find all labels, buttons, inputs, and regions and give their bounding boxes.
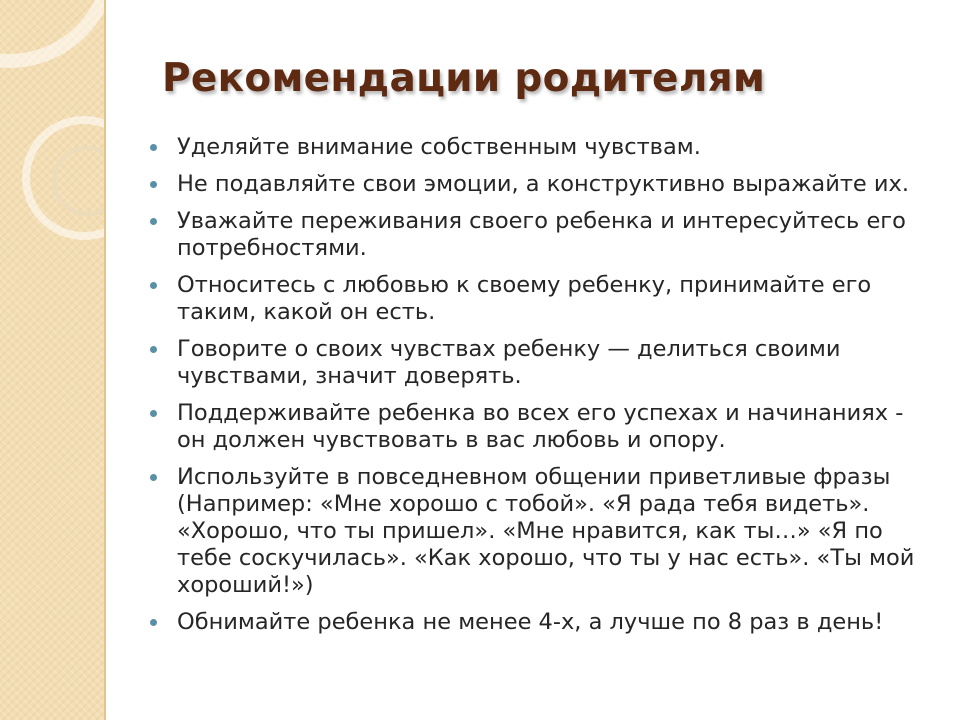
list-item [148, 272, 933, 326]
bullet-dot-icon [150, 474, 157, 481]
slide-title: Рекомендации родителям [162, 56, 766, 101]
list-item [148, 400, 933, 454]
bullet-dot-icon [150, 346, 157, 353]
list-item-text: Используйте в повседневном общении приветливые фразы (Например: «Мне хорошо с тобой». «Я рада тебя видеть». «Хорошо, что ты пришел». «Мне нравится, как ты…» «Я по тебе соскучилась». «Как хорошо, что ты у нас есть». «Ты мой хороший!») [177, 464, 915, 598]
bullet-dot-icon [150, 144, 157, 151]
list-item-text: Говорите о своих чувствах ребенку — делиться своими чувствами, значит доверять. [177, 336, 841, 389]
bullet-dot-icon [150, 619, 157, 626]
bullet-dot-icon [150, 181, 157, 188]
list-item [148, 464, 933, 599]
decorative-side-band [0, 0, 106, 720]
bullet-list [148, 134, 933, 646]
bullet-dot-icon [150, 410, 157, 417]
list-item [148, 134, 933, 161]
list-item [148, 609, 933, 636]
bullet-dot-icon [150, 218, 157, 225]
bullet-dot-icon [150, 282, 157, 289]
decorative-ring [0, 0, 106, 68]
list-item-text: Поддерживайте ребенка во всех его успехах и начинаниях - он должен чувствовать в вас любовь и опору. [177, 400, 904, 453]
list-item [148, 171, 933, 198]
list-item-text: Обнимайте ребенка не менее 4-х, а лучше по 8 раз в день! [177, 609, 884, 635]
list-item-text: Относитесь с любовью к своему ребенку, принимайте его таким, какой он есть. [177, 272, 872, 325]
list-item [148, 208, 933, 262]
list-item-text: Уважайте переживания своего ребенка и интересуйтесь его потребностями. [177, 208, 906, 261]
list-item [148, 336, 933, 390]
list-item-text: Уделяйте внимание собственным чувствам. [177, 134, 701, 160]
list-item-text: Не подавляйте свои эмоции, а конструктивно выражайте их. [177, 171, 910, 197]
